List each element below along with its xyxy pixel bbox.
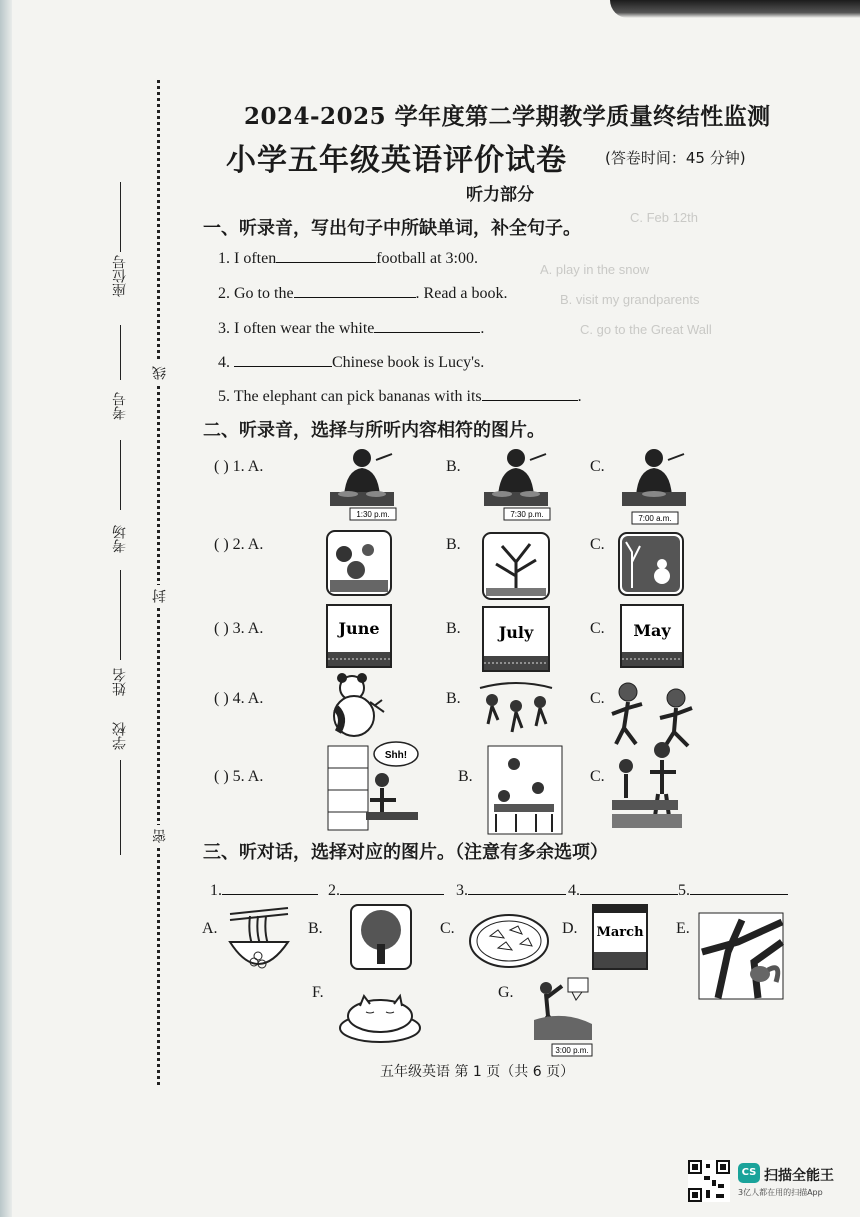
section1-title: 一、听录音，写出句子中所缺单词，补全句子。 (203, 218, 581, 239)
option-e-label: E. (676, 920, 690, 937)
q5-option-b: B. (458, 768, 473, 785)
fill-item-5 (218, 386, 582, 406)
sleeping-cat-picture (336, 982, 424, 1044)
item-text: football at 3:00. (376, 250, 478, 267)
q3-month-b: July (498, 623, 534, 642)
q1-time-a: 1:30 p.m. (356, 510, 390, 519)
spring-flowers-picture (326, 530, 392, 596)
q2-option-b: B. (446, 536, 461, 553)
q4-option-b: B. (446, 690, 461, 707)
noodles-picture (226, 906, 292, 976)
library-quiet-picture (326, 738, 422, 834)
calendar-july-picture (482, 606, 550, 672)
q3-option-c: C. (590, 620, 605, 637)
q1-time-c: 7:00 a.m. (638, 514, 672, 523)
section3-title: 三、听对话，选择对应的图片。（注意有多余选项） (203, 842, 608, 863)
answer-4 (568, 880, 678, 900)
fill-item-2 (218, 283, 508, 303)
scan-shadow (610, 0, 860, 18)
q3-month-a: June (338, 619, 380, 638)
option-d-label: D. (562, 920, 578, 937)
option-g-label: G. (498, 984, 514, 1001)
q1-option-c: C. (590, 458, 605, 475)
answer-num: 3. (456, 882, 468, 899)
room-label: 考场 (112, 525, 128, 553)
item-text: . Read a book. (415, 285, 508, 302)
q4-option-c: C. (590, 690, 605, 707)
cs-logo-icon: CS (738, 1163, 760, 1183)
fill-item-1 (218, 248, 478, 268)
option-g-time: 3:00 p.m. (555, 1046, 589, 1055)
seat-line (120, 182, 121, 252)
cooking-picture (606, 738, 686, 834)
winter-snowman-picture (618, 532, 684, 596)
exam-no-label: 考号 (112, 392, 128, 420)
answer-blank[interactable] (690, 880, 788, 895)
bleed-through: C. Feb 12th (630, 210, 698, 225)
close-mark: 密 (150, 825, 170, 847)
exam-no-line (120, 325, 121, 380)
answer-num: 4. (568, 882, 580, 899)
option-b-label: B. (308, 920, 323, 937)
q2-option-c: C. (590, 536, 605, 553)
seal-mark: 封 (150, 585, 170, 607)
item-text: . (577, 388, 582, 405)
answer-blank[interactable] (340, 880, 444, 895)
page-footer: 五年级英语 第 1 页（共 6 页） (380, 1064, 575, 1080)
fill-item-3 (218, 318, 484, 338)
answer-blank[interactable] (294, 283, 416, 298)
option-d-month: March (596, 925, 644, 940)
name-label: 姓名 (112, 668, 128, 696)
seat-label: 座位号 (112, 255, 128, 297)
part-title: 听力部分 (466, 185, 534, 205)
eating-breakfast-picture (618, 440, 690, 526)
answer-2 (328, 880, 444, 900)
dumplings-picture (468, 912, 550, 970)
section2-title: 二、听录音，选择与所听内容相符的图片。 (203, 420, 545, 441)
calendar-march-picture (592, 904, 648, 970)
binding-dotted-line (157, 80, 160, 1085)
q1-time-b: 7:30 p.m. (510, 510, 544, 519)
time-note: (答卷时间：45 分钟) (605, 149, 746, 167)
scanner-name: 扫描全能王 (764, 1168, 834, 1184)
item-text: 3. I often wear the white (218, 320, 375, 337)
answer-blank[interactable] (374, 318, 480, 333)
q5-label[interactable]: ( ) 5. A. (214, 768, 264, 785)
q4-label[interactable]: ( ) 4. A. (214, 690, 264, 707)
exam-title-line2: 小学五年级英语评价试卷 (226, 143, 567, 178)
answer-1 (210, 880, 318, 900)
line-mark: 线 (150, 362, 170, 384)
q2-label[interactable]: ( ) 2. A. (214, 536, 264, 553)
panda-eating-picture (326, 672, 386, 738)
option-f-label: F. (312, 984, 324, 1001)
fill-item-4 (218, 352, 484, 372)
eating-dinner-picture (326, 440, 398, 522)
item-text: . (480, 320, 485, 337)
answer-blank[interactable] (468, 880, 566, 895)
autumn-tree-picture (482, 532, 550, 600)
bleed-through: A. play in the snow (540, 262, 650, 277)
classroom-picture (486, 744, 564, 836)
squirrel-tree-picture (698, 912, 784, 1000)
q3-month-c: May (633, 621, 671, 640)
answer-blank[interactable] (276, 248, 376, 263)
answer-blank[interactable] (234, 352, 332, 367)
answer-num: 1. (210, 882, 222, 899)
option-c-label: C. (440, 920, 455, 937)
q1-option-b: B. (446, 458, 461, 475)
name-line (120, 570, 121, 660)
exam-title-line1: 2024-2025 学年度第二学期教学质量终结性监测 (244, 103, 771, 130)
q3-label[interactable]: ( ) 3. A. (214, 620, 264, 637)
room-line (120, 440, 121, 510)
basketball-picture (530, 976, 596, 1060)
item-text: 1. I often (218, 250, 277, 267)
scanner-tagline: 3亿人都在用的扫描App (738, 1188, 823, 1197)
shh-bubble: Shh! (384, 750, 408, 761)
eating-dinner-picture (480, 440, 552, 522)
school-line (120, 760, 121, 855)
page-edge (0, 0, 12, 1217)
qr-code-icon (688, 1160, 730, 1202)
calendar-june-picture (326, 604, 392, 668)
tree-picture (350, 904, 412, 970)
option-a-label: A. (202, 920, 218, 937)
answer-num: 2. (328, 882, 340, 899)
q5-option-c: C. (590, 768, 605, 785)
answer-3 (456, 880, 566, 900)
q1-label[interactable]: ( ) 1. A. (214, 458, 264, 475)
calendar-may-picture (620, 604, 684, 668)
answer-num: 5. (678, 882, 690, 899)
item-text: 4. (218, 354, 230, 371)
item-text: 5. The elephant can pick bananas with its (218, 388, 482, 405)
bleed-through: C. go to the Great Wall (580, 322, 712, 337)
q3-option-b: B. (446, 620, 461, 637)
bleed-through: B. visit my grandparents (560, 292, 700, 307)
answer-blank[interactable] (222, 880, 318, 895)
item-text: 2. Go to the (218, 285, 294, 302)
item-text: Chinese book is Lucy's. (332, 354, 485, 371)
monkeys-swinging-picture (478, 680, 554, 738)
answer-blank[interactable] (482, 386, 578, 401)
answer-5 (678, 880, 788, 900)
school-label: 学校 (112, 722, 128, 750)
answer-blank[interactable] (580, 880, 678, 895)
